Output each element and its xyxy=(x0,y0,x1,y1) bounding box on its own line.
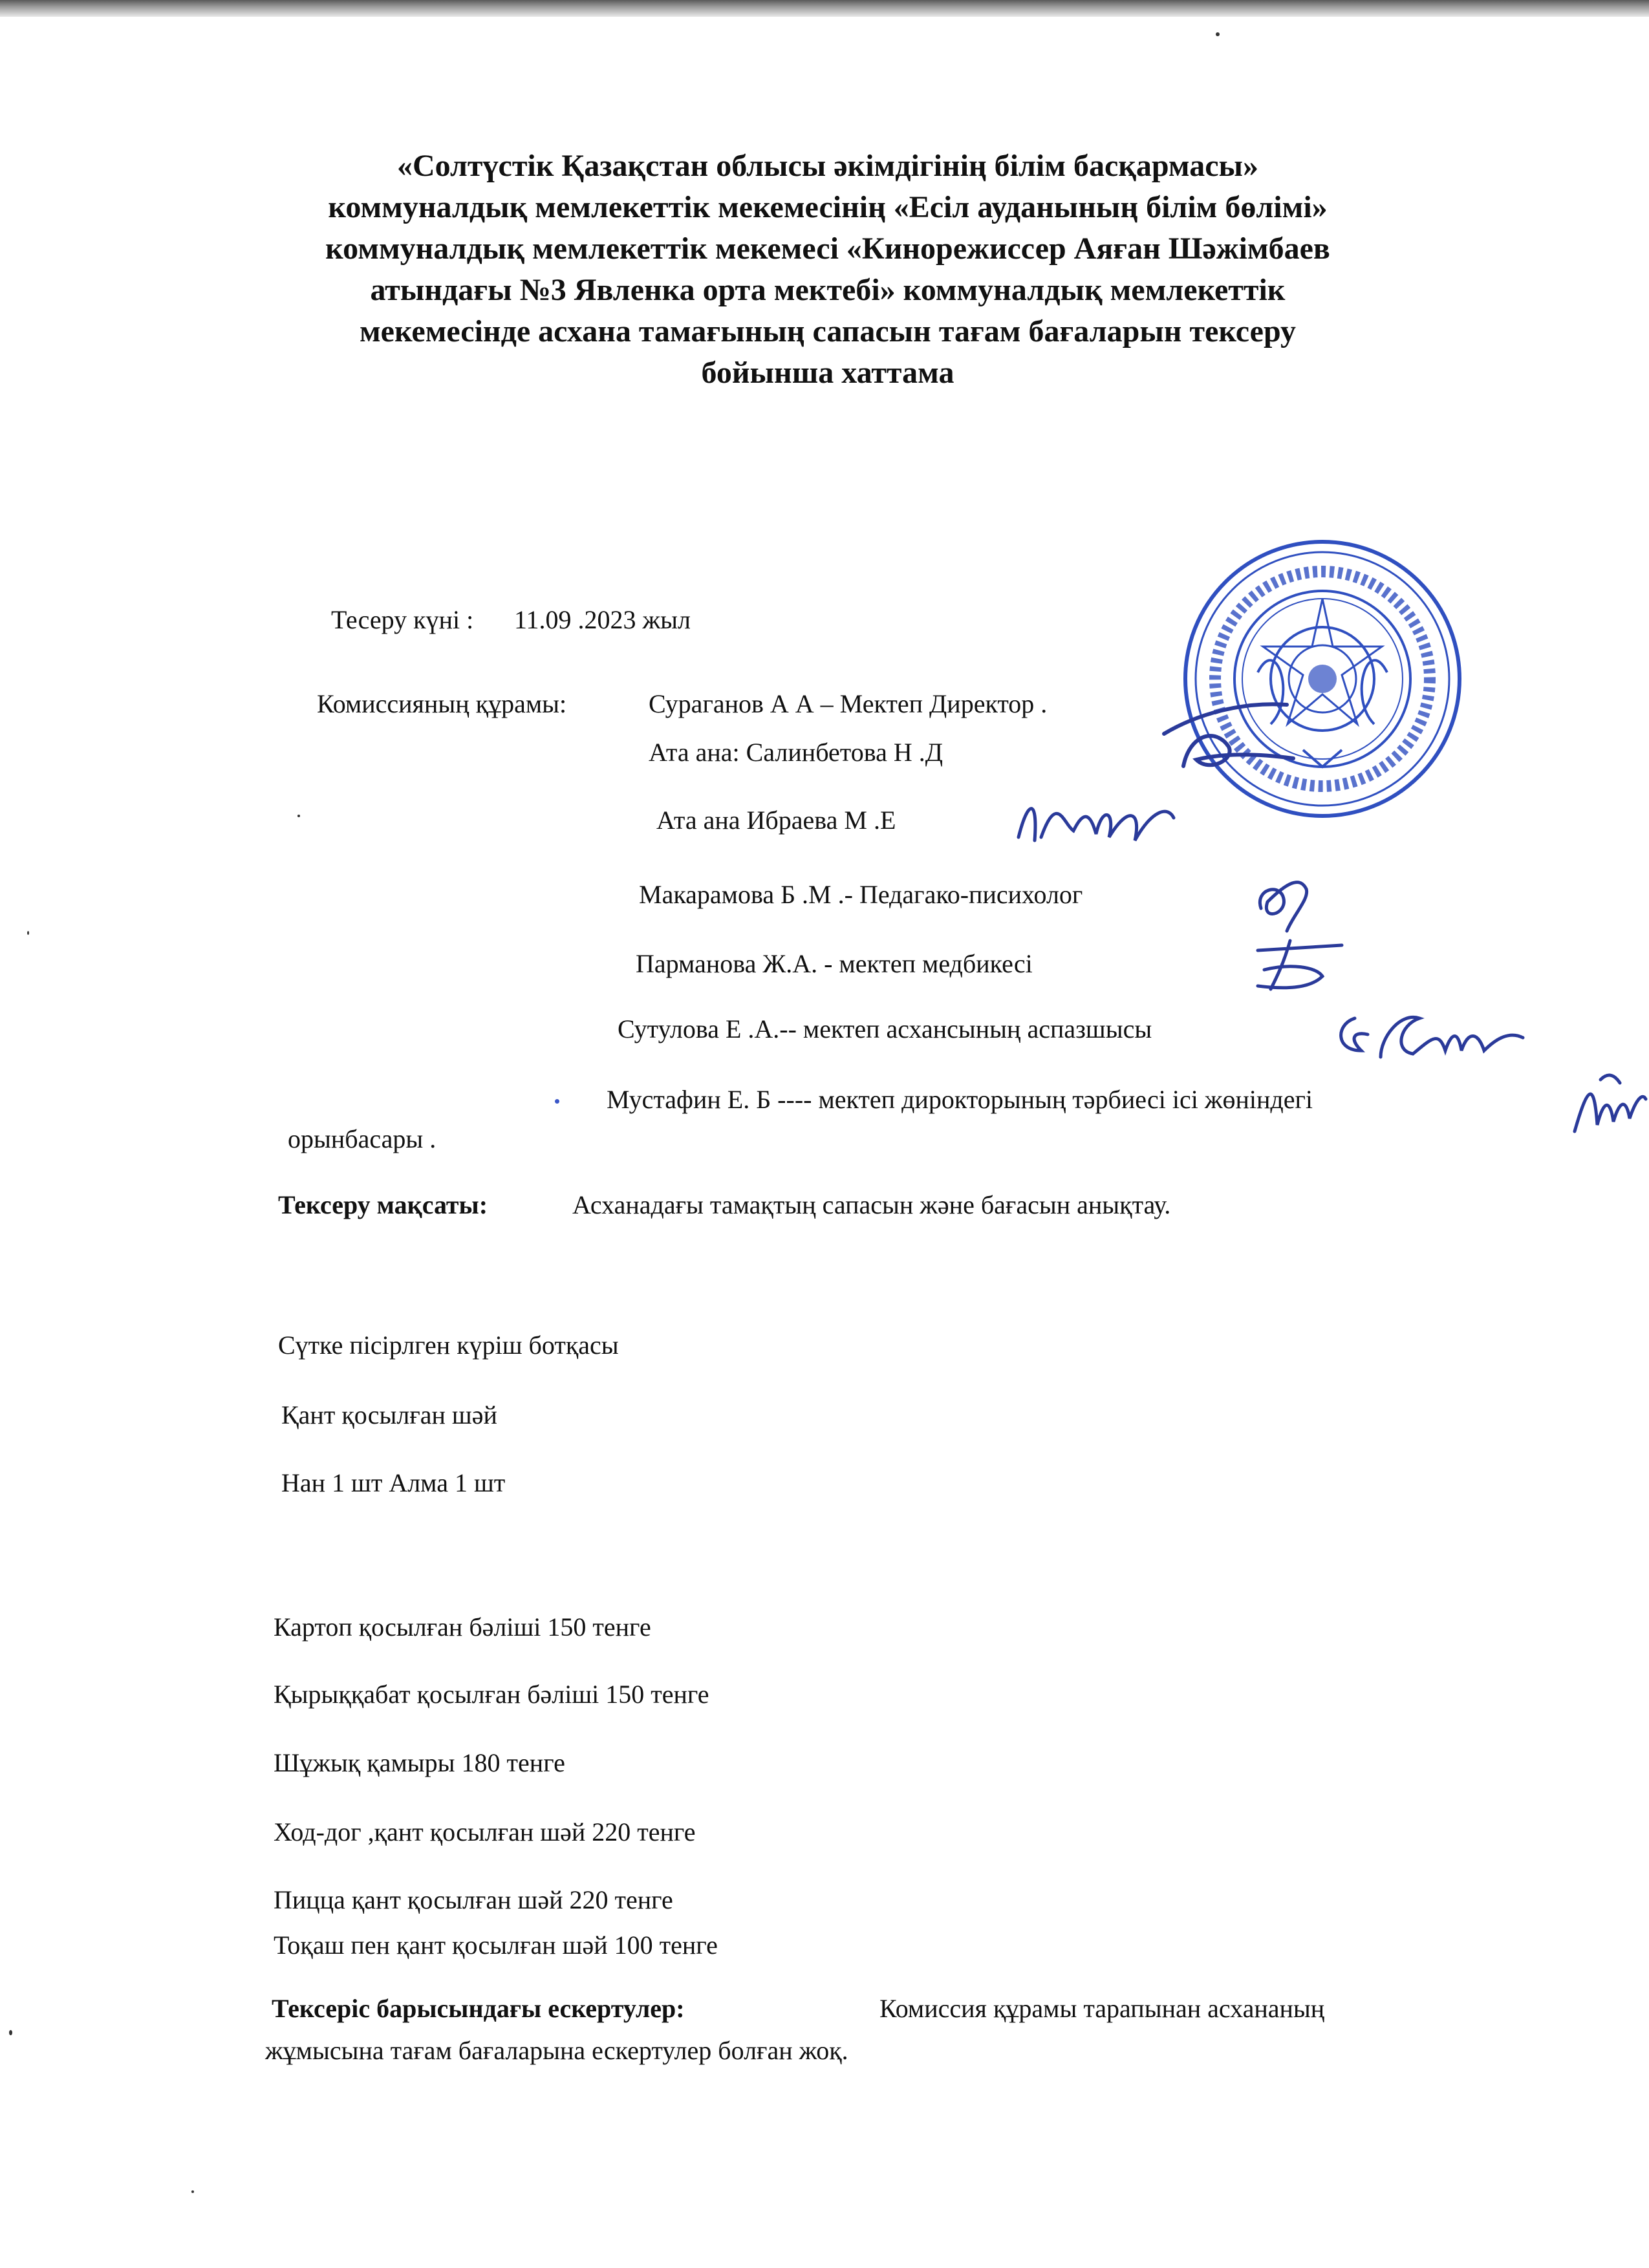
menu-item: Нан 1 шт Алма 1 шт xyxy=(281,1468,506,1497)
remarks-text: Комиссия құрамы тарапынан асхананың xyxy=(879,1994,1325,2023)
date-label: Тесеру күні : xyxy=(331,605,474,634)
title-line: коммуналдық мемлекеттік мекемесі «Кинорежиссер Аяған Шәжімбаев xyxy=(325,231,1330,266)
document-title xyxy=(278,145,1377,394)
remarks-label: Тексеріс барысындағы ескертулер: xyxy=(272,1994,685,2023)
price-item: Шұжық қамыры 180 тенге xyxy=(274,1748,565,1777)
signature-sutulova-icon xyxy=(1329,999,1529,1070)
remarks-text: жұмысына тағам бағаларына ескертулер болған жоқ. xyxy=(265,2036,848,2065)
commission-label: Комиссияның құрамы: xyxy=(317,689,567,718)
commission-member: Сутулова Е .А.-- мектеп асхансының аспазшысы xyxy=(618,1014,1152,1043)
scan-speck xyxy=(27,931,29,935)
scan-edge xyxy=(0,0,1649,17)
scan-speck xyxy=(555,1099,559,1104)
scan-speck xyxy=(1216,32,1220,36)
title-line: бойынша хаттама xyxy=(701,356,954,390)
commission-member: Ата ана Ибраева М .Е xyxy=(656,806,896,835)
commission-member: Сураганов А А – Мектеп Директор . xyxy=(649,689,1048,718)
signature-ibraeva-icon xyxy=(1012,786,1180,857)
price-item: Пицца қант қосылған шәй 220 тенге xyxy=(274,1885,673,1914)
commission-member: Макарамова Б .М .- Педагако-писихолог xyxy=(639,880,1083,909)
commission-member: Мустафин Е. Б ---- мектеп дирокторының тәрбиесі ісі жөніндегі xyxy=(607,1085,1313,1114)
commission-member: Парманова Ж.А. - мектеп медбикесі xyxy=(636,949,1033,978)
price-item: Қырыққабат қосылған бәліші 150 тенге xyxy=(274,1680,709,1709)
signature-director-icon xyxy=(1158,689,1313,792)
signature-parmanova-icon xyxy=(1245,931,1355,996)
price-item: Ход-дог ,қант қосылған шәй 220 тенге xyxy=(274,1817,696,1846)
scan-speck xyxy=(9,2030,12,2035)
title-line: мекемесінде асхана тамағының сапасын тағам бағаларын тексеру xyxy=(359,314,1297,348)
title-line: коммуналдық мемлекеттік мекемесінің «Есіл ауданының білім бөлімі» xyxy=(328,190,1328,224)
purpose-label: Тексеру мақсаты: xyxy=(278,1190,488,1219)
price-item: Картоп қосылған бәліші 150 тенге xyxy=(274,1612,651,1642)
title-line: атындағы №3 Явленка орта мектебі» коммуналдық мемлекеттік xyxy=(370,273,1286,307)
menu-item: Қант қосылған шәй xyxy=(281,1400,497,1429)
menu-item: Сүтке пісірлген күріш ботқасы xyxy=(278,1331,619,1360)
signature-makaramova-icon xyxy=(1248,870,1332,934)
purpose-text: Асханадағы тамақтың сапасын және бағасын анықтау. xyxy=(572,1190,1171,1219)
commission-member: Ата ана: Салинбетова Н .Д xyxy=(649,738,943,767)
title-line: «Солтүстік Қазақстан облысы әкімдігінің білім басқармасы» xyxy=(396,149,1259,183)
date-value: 11.09 .2023 жыл xyxy=(514,605,691,634)
price-item: Тоқаш пен қант қосылған шәй 100 тенге xyxy=(274,1931,718,1960)
scan-speck xyxy=(191,2190,194,2193)
commission-member-continuation: орынбасары . xyxy=(288,1124,436,1153)
signature-mustafin-icon xyxy=(1562,1060,1649,1157)
scan-speck xyxy=(297,815,300,817)
